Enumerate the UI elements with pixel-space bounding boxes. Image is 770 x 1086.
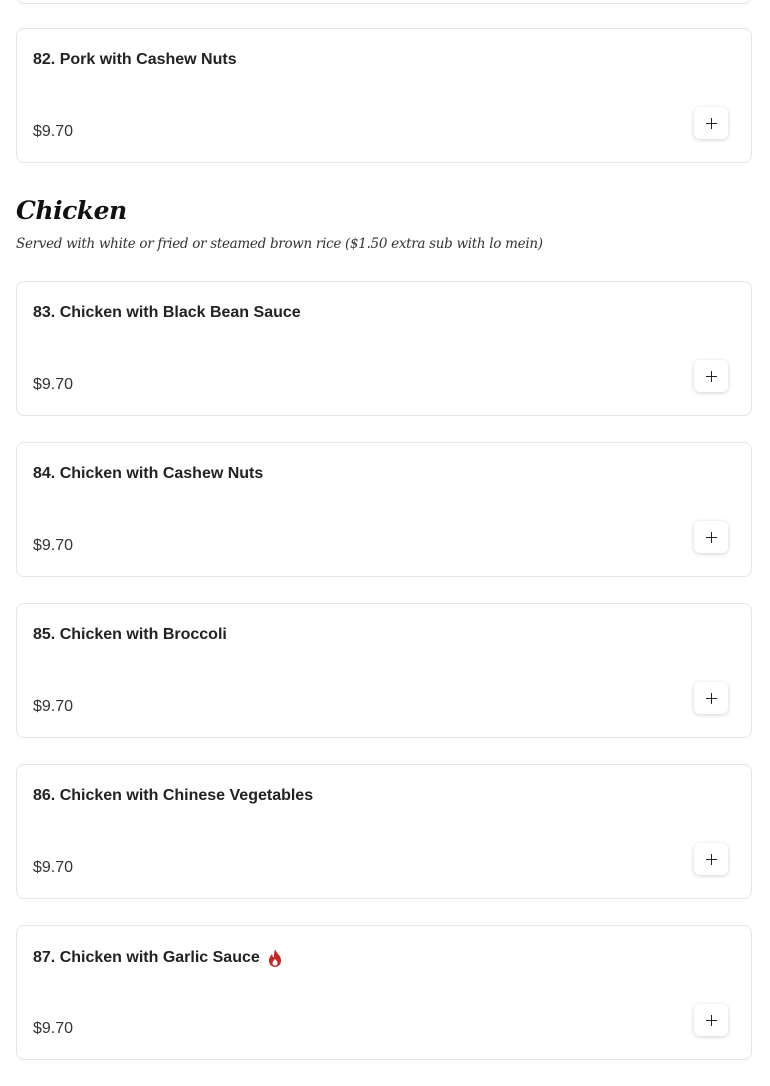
plus-icon [706, 693, 717, 704]
item-name: 86. Chicken with Chinese Vegetables [33, 787, 314, 804]
menu-item-card[interactable] [16, 28, 752, 163]
menu-item-card[interactable] [16, 442, 752, 577]
plus-icon [706, 118, 717, 129]
item-name: 85. Chicken with Broccoli [33, 626, 227, 643]
item-name: 82. Pork with Cashew Nuts [33, 51, 237, 68]
plus-icon [706, 854, 717, 865]
item-name: 83. Chicken with Black Bean Sauce [33, 304, 301, 321]
menu-item-card[interactable] [16, 764, 752, 899]
item-price: $9.70 [33, 123, 74, 140]
item-price: $9.70 [33, 1020, 74, 1037]
item-price: $9.70 [33, 376, 74, 393]
add-item-button[interactable] [694, 682, 728, 714]
item-price: $9.70 [33, 859, 74, 876]
add-item-button[interactable] [694, 107, 728, 139]
item-name-row [33, 948, 283, 968]
add-item-button[interactable] [694, 360, 728, 392]
plus-icon [706, 1015, 717, 1026]
menu-item-card[interactable] [16, 603, 752, 738]
menu-item-card-partial [16, 0, 752, 4]
item-name: 87. Chicken with Garlic Sauce [33, 949, 260, 966]
item-price: $9.70 [33, 698, 74, 715]
section-description: Served with white or fried or steamed brown rice ($1.50 extra sub with lo mein) [16, 236, 543, 252]
add-item-button[interactable] [694, 843, 728, 875]
menu-item-card[interactable] [16, 281, 752, 416]
item-name: 84. Chicken with Cashew Nuts [33, 465, 264, 482]
item-price: $9.70 [33, 537, 74, 554]
add-item-button[interactable] [694, 1004, 728, 1036]
menu-item-card[interactable] [16, 925, 752, 1060]
section-title: Chicken [16, 196, 127, 225]
plus-icon [706, 532, 717, 543]
spicy-icon [267, 948, 283, 968]
add-item-button[interactable] [694, 521, 728, 553]
plus-icon [706, 371, 717, 382]
